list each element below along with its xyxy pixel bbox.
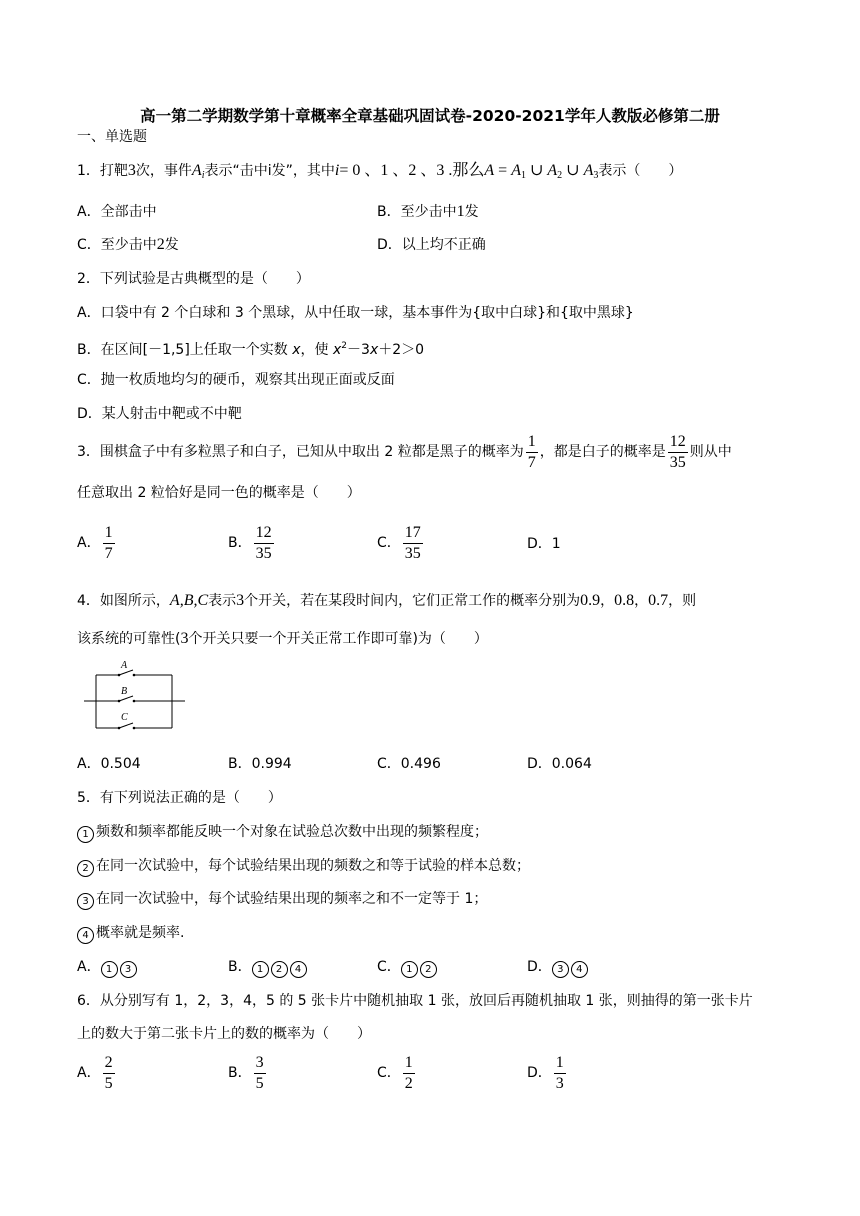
question-3-option-b: B． $\frac{12}{35}$ bbox=[228, 523, 272, 562]
fraction: $\frac{12}{35}$ bbox=[669, 432, 686, 471]
question-5-option-b: B． 1 2 4 bbox=[228, 958, 309, 978]
switch-b bbox=[96, 686, 172, 702]
switch-c-label: C bbox=[121, 712, 128, 723]
question-2-option-c: C．抛一枚质地均匀的硬币，观察其出现正面或反面 bbox=[77, 372, 395, 388]
question-2-option-d: D．某人射击中靶或不中靶 bbox=[77, 406, 242, 422]
question-5-statement-4: 4 概率就是频率. bbox=[77, 924, 184, 944]
question-6-line-2: 上的数大于第二张卡片上的数的概率为（ ） bbox=[77, 1026, 371, 1042]
question-6-option-d: D． $\frac{1}{3}$ bbox=[527, 1053, 564, 1092]
question-2-option-a: A．口袋中有 2 个白球和 3 个黑球，从中任取一球，基本事件为{取中白球}和{取中黑球} bbox=[77, 305, 634, 321]
question-1-option-a: A．全部击中 bbox=[77, 204, 157, 220]
question-5-option-d: D． 3 4 bbox=[527, 958, 590, 978]
page-title: 高一第二学期数学第十章概率全章基础巩固试卷-2020-2021学年人教版必修第二册 bbox=[140, 107, 720, 125]
switch-a-label: A bbox=[121, 660, 128, 671]
question-6-option-a: A． $\frac{2}{5}$ bbox=[77, 1053, 113, 1092]
switch-c bbox=[96, 712, 172, 729]
question-3-option-c: C． $\frac{17}{35}$ bbox=[377, 523, 421, 562]
question-4-line-2: 该系统的可靠性(3个开关只要一个开关正常工作即可靠)为（ ） bbox=[77, 630, 488, 647]
question-1-option-b: B．至少击中1发 bbox=[377, 203, 479, 220]
question-3-line-1: 3．围棋盒子中有多粒黑子和白子，已知从中取出 2 粒都是黑子的概率为 $\frac{1}{7}$ ，都是白子的概率是 $\frac{12}{35}$ 则从中 bbox=[77, 432, 732, 471]
question-1-stem: 1．打靶3次，事件$A_i$表示“击中i发”，其中i= 0 、1 、2 、3 .那么$A = A_1$ ∪ $A_2$ ∪ $A_3$表示（ ） bbox=[77, 162, 683, 181]
question-4-option-d: D．0.064 bbox=[527, 756, 592, 772]
question-5-statement-1: 1 频数和频率都能反映一个对象在试验总次数中出现的频繁程度； bbox=[77, 823, 488, 843]
question-6-option-c: C． $\frac{1}{2}$ bbox=[377, 1053, 413, 1092]
question-2-stem: 2．下列试验是古典概型的是（ ） bbox=[77, 271, 310, 287]
question-3-option-a: A． $\frac{1}{7}$ bbox=[77, 523, 113, 562]
question-5-option-c: C． 1 2 bbox=[377, 958, 439, 978]
question-3-option-d: D．1 bbox=[527, 536, 561, 552]
fraction: $\frac{1}{7}$ bbox=[527, 432, 536, 471]
question-6-line-1: 6．从分别写有 1，2，3，4，5 的 5 张卡片中随机抽取 1 张，放回后再随机抽取 1 张，则抽得的第一张卡片 bbox=[77, 993, 753, 1009]
question-4-line-1: 4．如图所示，A,B,C表示3个开关，若在某段时间内，它们正常工作的概率分别为0.9，0.8，0.7，则 bbox=[77, 592, 697, 609]
question-3-line-2: 任意取出 2 粒恰好是同一色的概率是（ ） bbox=[77, 485, 361, 501]
question-2-option-b: B．在区间[－1,5]上任取一个实数 x，使 $x^2-3x+2>0$ bbox=[77, 341, 425, 358]
question-1-option-c: C．至少击中2发 bbox=[77, 236, 179, 253]
question-4-option-a: A．0.504 bbox=[77, 756, 141, 772]
circuit-diagram bbox=[82, 658, 187, 740]
question-5-statement-2: 2 在同一次试验中，每个试验结果出现的频数之和等于试验的样本总数； bbox=[77, 857, 530, 877]
question-5-option-a: A． 1 3 bbox=[77, 958, 139, 978]
question-5-stem: 5．有下列说法正确的是（ ） bbox=[77, 790, 282, 806]
question-6-option-b: B． $\frac{3}{5}$ bbox=[228, 1053, 264, 1092]
question-1-option-d: D．以上均不正确 bbox=[377, 237, 486, 253]
section-heading: 一、单选题 bbox=[77, 129, 147, 145]
question-5-statement-3: 3 在同一次试验中，每个试验结果出现的频率之和不一定等于 1； bbox=[77, 890, 487, 910]
switch-a bbox=[96, 660, 172, 676]
question-4-option-b: B．0.994 bbox=[228, 756, 292, 772]
question-4-option-c: C．0.496 bbox=[377, 756, 441, 772]
switch-b-label: B bbox=[121, 686, 128, 697]
